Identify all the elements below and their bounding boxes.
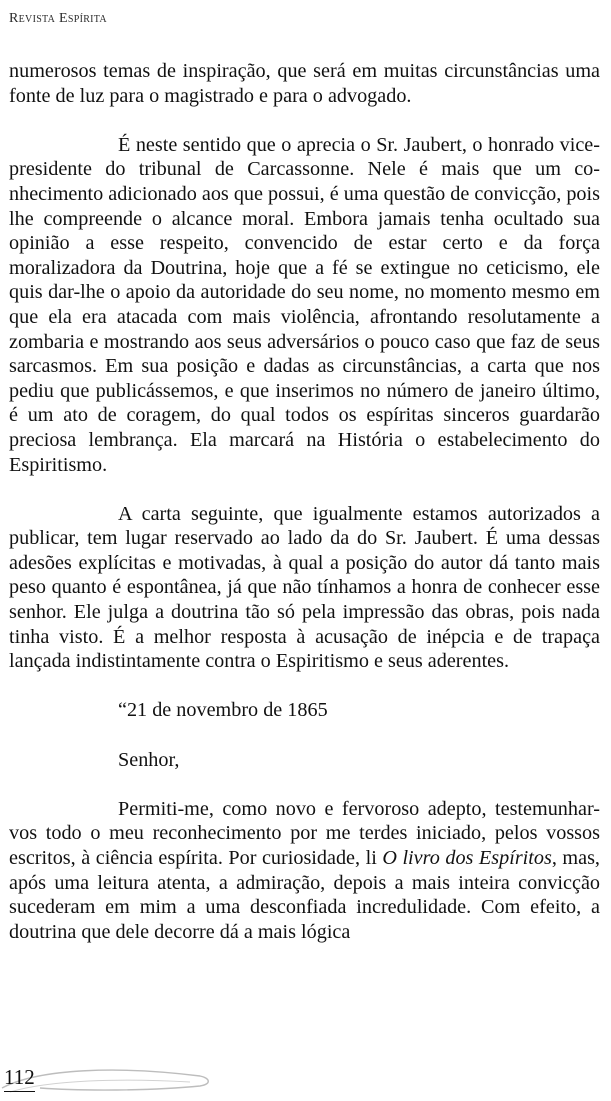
book-title: O livro dos Espíritos xyxy=(382,847,552,869)
paragraph-jaubert: É neste sentido que o aprecia o Sr. Jaubert, o honrado vice-presidente do tribunal de Carcassonne. Nele é mais que um conhecimento adicionado aos que possui, é uma questão de convicção, pois lhe compreende o alcance moral. Embora jamais tenha ocultado sua opinião a esse respeito, convencido de estar certo e da força moralizadora da Doutrina, hoje que a fé se extingue no ceticismo, ele quis dar-lhe o apoio da autoridade do seu nome, no momento mesmo em que ela era atacada com mais violência, afrontando resolutamente a zombaria e mostrando aos seus adversários o pouco caso que faz de seus sarcasmos. Em sua posição e dadas as circunstâncias, a carta que nos pediu que publicássemos, e que inserimos no número de janeiro último, é um ato de coragem, do qual todos os espíritas sinceros guardarão preciosa lembrança. Ela marcará na História o estabelecimento do Espiritismo. xyxy=(9,133,600,476)
paragraph-continuation: numerosos temas de inspiração, que será em muitas circunstâncias uma fonte de luz para o magistrado e para o advogado. xyxy=(9,60,600,107)
letter-text-end: , mas, após uma leitura atenta, a admiração, depois a mais inteira convicção sucederam em mim a uma desconfiada incredulidade. Com efeito, a doutrina que dele decorre dá a mais lógica xyxy=(9,847,600,943)
paragraph-letter-intro: A carta seguinte, que igualmente estamos autorizados a publicar, tem lugar reservado ao lado da do Sr. Jaubert. É uma dessas adesões explícitas e motivadas, à qual a posição do autor dá tanto mais peso quanto é espontânea, já que não tínhamos a honra de conhecer esse senhor. Ele julga a doutrina tão só pela impressão das obras, pois nada tinha visto. É a melhor resposta à acusação de inépcia e de trapaça lançada indistintamente contra o Espiritismo e seus aderentes. xyxy=(9,502,600,673)
body-text xyxy=(9,59,600,944)
running-header: Revista Espírita xyxy=(9,11,107,26)
letter-salutation: Senhor, xyxy=(118,748,180,771)
page-number: 112 xyxy=(4,1065,35,1092)
letter-paragraph xyxy=(9,797,600,945)
letter-date: “21 de novembro de 1865 xyxy=(118,699,328,722)
letter-text-start: Permiti-me, como novo e fervoroso adepto, testemunhar-vos todo o meu reconhecimento por me terdes iniciado, pelos vossos escritos, à ciência espírita. Por curiosidade, li xyxy=(9,797,600,869)
